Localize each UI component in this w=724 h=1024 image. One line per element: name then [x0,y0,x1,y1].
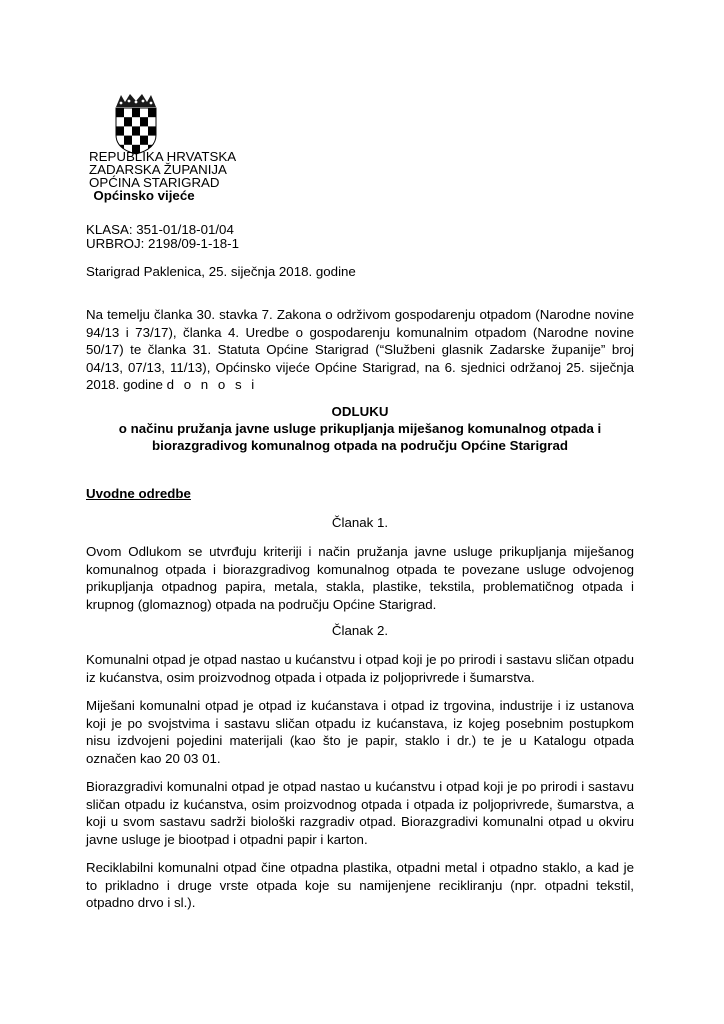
article2-paragraph-1: Komunalni otpad je otpad nastao u kućanstvu i otpad koji je po prirodi i sastavu sličan otpadu iz kućanstva, osim proizvodnog otpada i otpada iz poljoprivrede i šumarstva. [86,652,634,685]
header-county: ZADARSKA ŽUPANIJA [89,162,227,177]
article2-heading: Članak 2. [331,623,389,638]
header-municipality: OPĆINA STARIGRAD [89,175,220,190]
article1-heading: Članak 1. [331,515,389,530]
section-heading: Uvodne odredbe [86,486,191,501]
place-date: Starigrad Paklenica, 25. siječnja 2018. godine [86,264,356,279]
preamble-text: Na temelju članka 30. stavka 7. Zakona o održivom gospodarenju otpadom (Narodne novine 94/13 i 73/17), članka 4. Uredbe o gospodarenju komunalnim otpadom (Narodne novine 50/17) te članka 31. Statuta Općine Starigrad (“Službeni glasnik Zadarske županije” broj 04/13, 07/13, 11/13), Općinsko vijeće Općine Starigrad, na 6. sjednici održanoj 25. siječnja 2018. godine [86,307,634,393]
article2-paragraph-3: Biorazgradivi komunalni otpad je otpad nastao u kućanstvu i otpad koji je po prirodi i sastavu sličan otpadu iz kućanstva, osim proizvodnog otpada i otpada iz poljoprivrede, šumarstva, a koji u svom sastavu sadrži biološki razgradiv otpad. Biorazgradivi komunalni otpad u okviru javne usluge je biootpad i otpadni papir i karton. [86,779,634,847]
article1-paragraph: Ovom Odlukom se utvrđuju kriteriji i način pružanja javne usluge prikupljanja miješanog komunalnog otpada i biorazgradivog komunalnog otpada te povezane usluge odvojenog prikupljanja otpadnog papira, metala, stakla, plastike, tekstila, problematičnog otpada i krupnog (glomaznog) otpada na području Općine Starigrad. [86,544,634,612]
article2-paragraph-2: Miješani komunalni otpad je otpad iz kućanstava i otpad iz trgovina, industrije i iz ustanova koji je po svojstvima i sastavu sličan otpadu iz kućanstava, iz kojeg posebnim postupkom nisu izdvojeni pojedini materijali (kao što je papir, staklo i dr.) te je u Katalogu otpada označen kao 20 03 01. [86,698,634,766]
header-council: Općinsko vijeće [93,188,195,203]
issuer-header [89,149,237,203]
decision-heading: ODLUKU [331,404,389,419]
header-republic: REPUBLIKA HRVATSKA [89,149,237,164]
decision-subtitle-line2: biorazgradivog komunalnog otpada na području Općine Starigrad [152,438,568,453]
croatian-coat-of-arms-icon [113,93,159,155]
decision-subtitle-line1: o načinu pružanja javne usluge prikupljanja miješanog komunalnog otpada i [118,421,602,436]
preamble-donosi: d o n o s i [166,377,258,393]
preamble [86,306,634,394]
klasa: KLASA: 351-01/18-01/04 [86,222,234,237]
decision-title [86,403,634,454]
article2-paragraph-4: Reciklabilni komunalni otpad čine otpadna plastika, otpadni metal i otpadno staklo, a kad je to prikladno i druge vrste otpada koje su namijenjene recikliranju (npr. otpadni tekstil, otpadno drvo i sl.). [86,860,634,911]
urbroj: URBROJ: 2198/09-1-18-1 [86,236,239,251]
